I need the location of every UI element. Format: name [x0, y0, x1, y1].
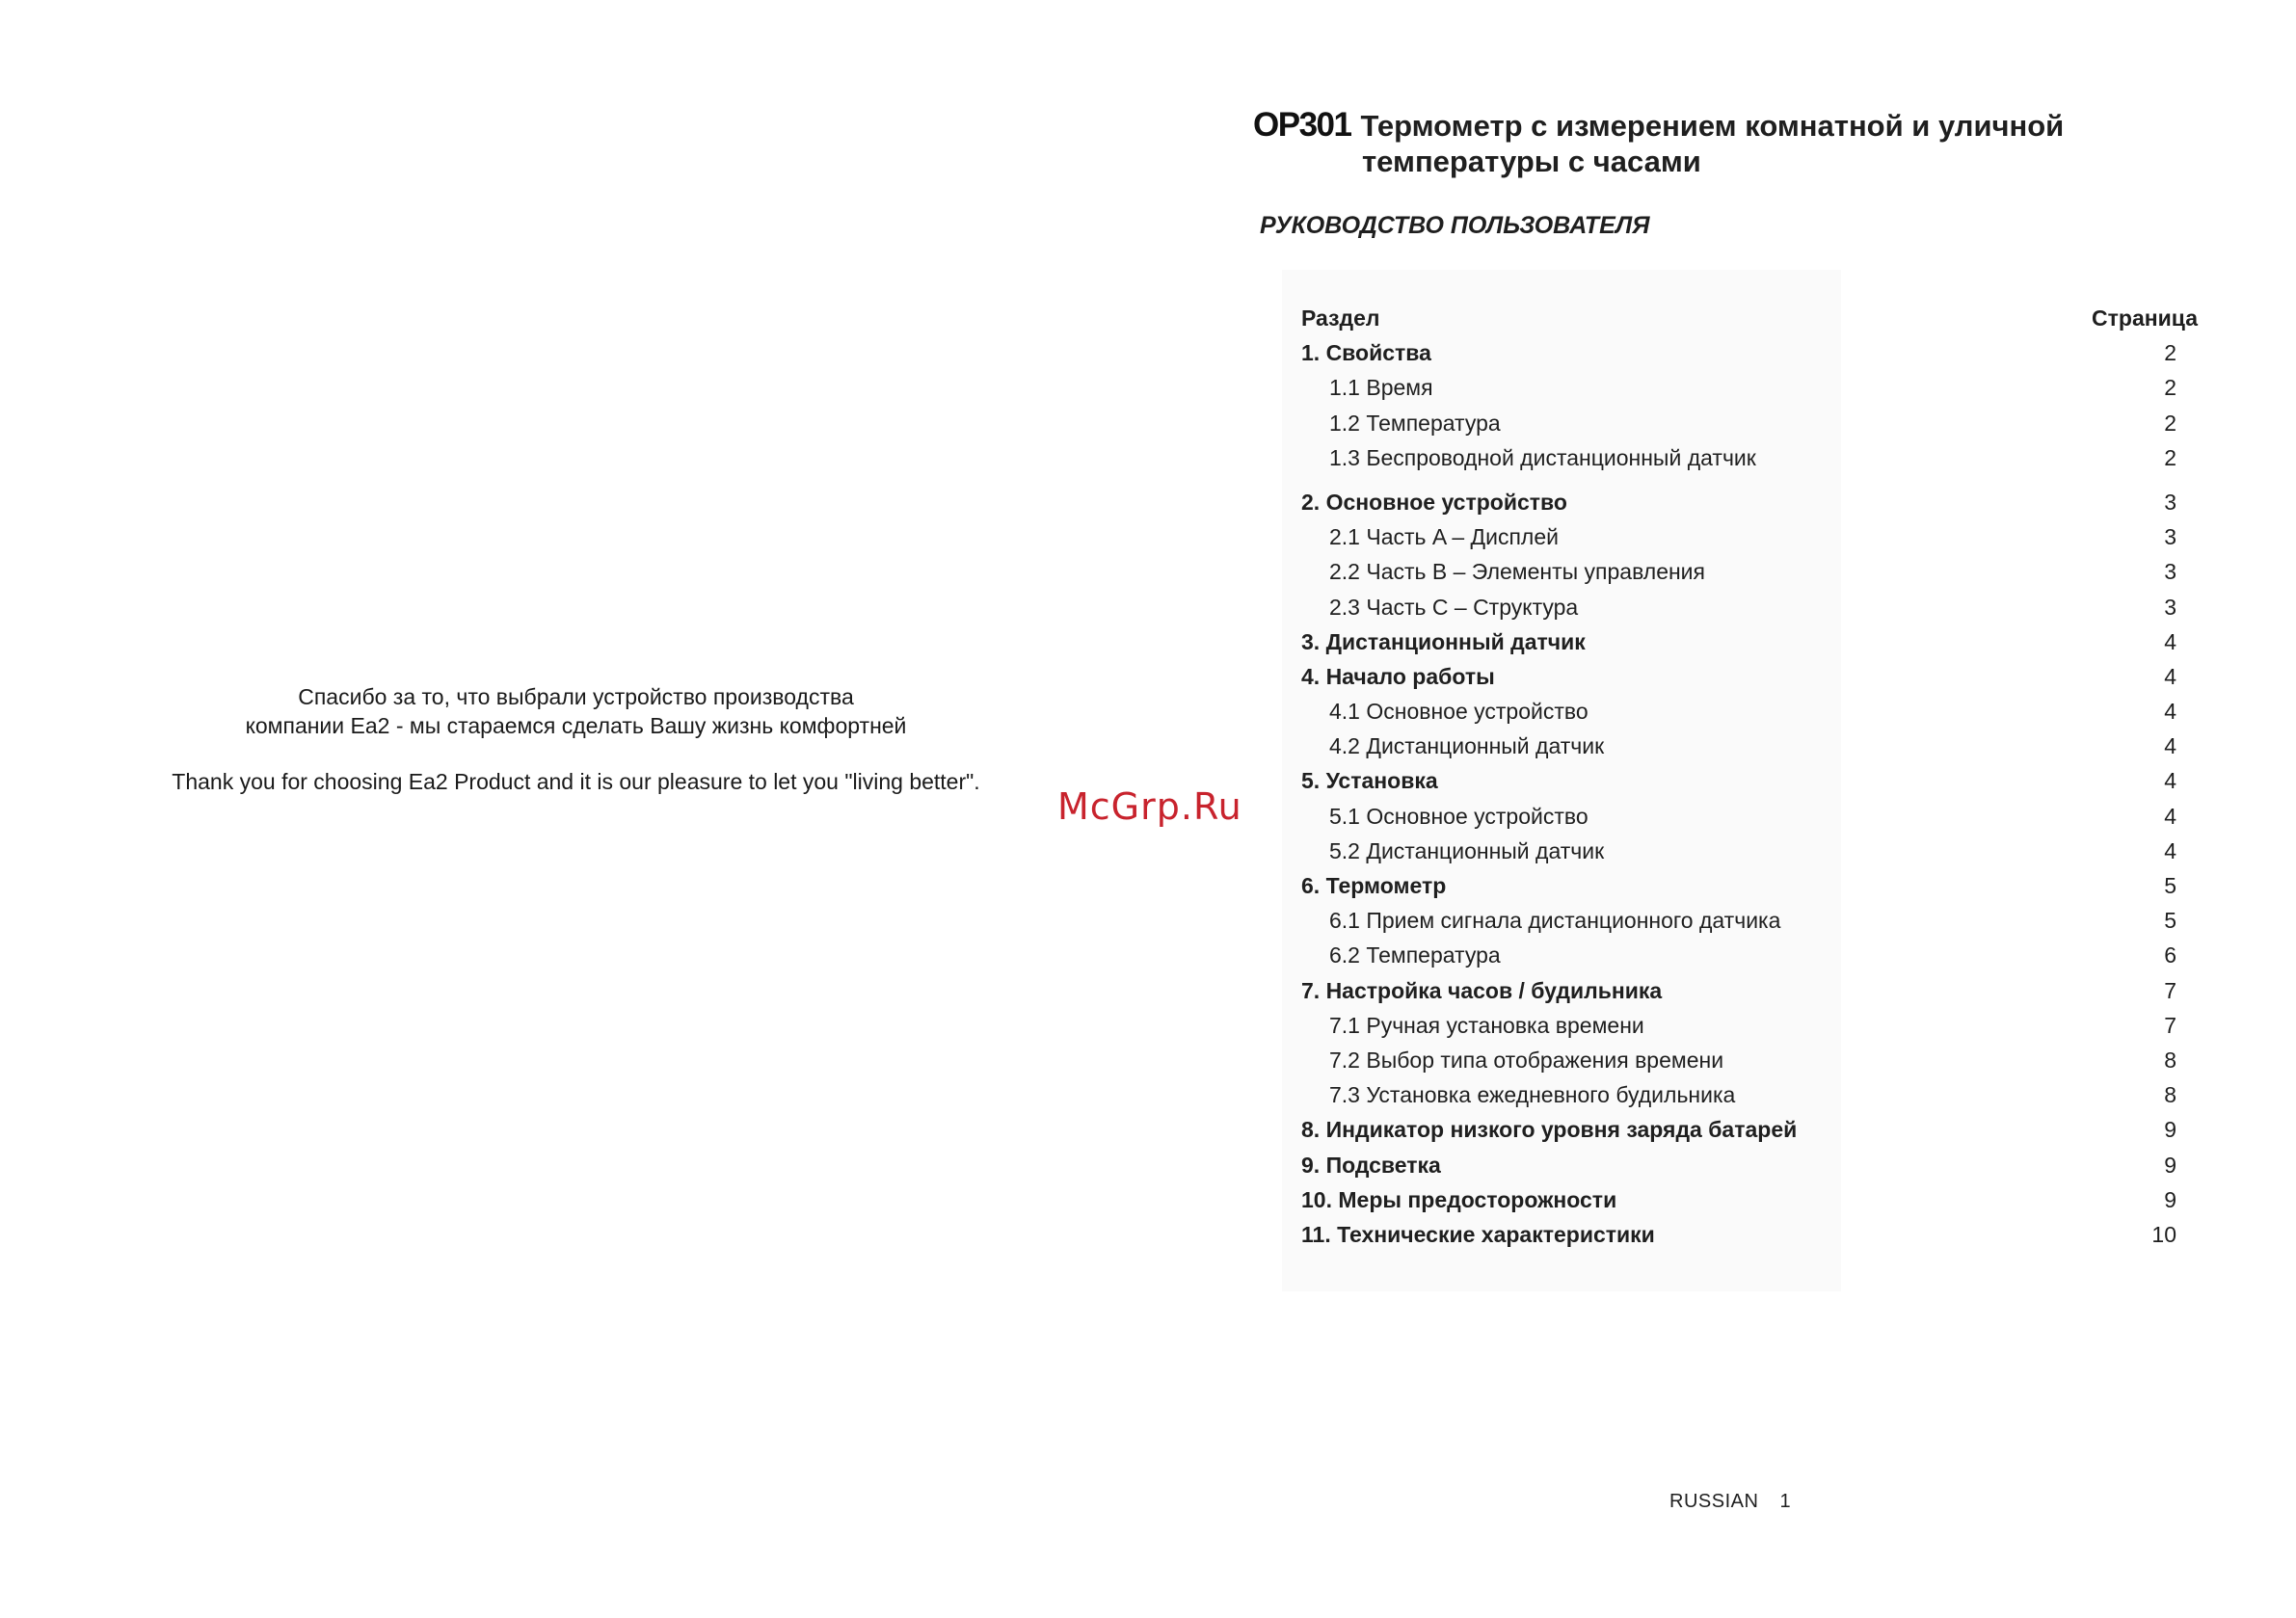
- toc-entry-label: 4. Начало работы: [1301, 663, 1495, 689]
- thank-you-ru-line2: компании Ea2 - мы стараемся сделать Вашу жизнь комфортней: [245, 713, 907, 738]
- toc-entry-label: 2.2 Часть B – Элементы управления: [1329, 559, 1705, 585]
- toc-row: [1301, 729, 2198, 763]
- toc-row: [1301, 903, 2198, 938]
- toc-entry-label: 4.2 Дистанционный датчик: [1329, 733, 1605, 759]
- toc-entry-label: 1.1 Время: [1329, 375, 1433, 401]
- toc-row: [1301, 554, 2198, 589]
- toc-row: [1301, 406, 2198, 440]
- toc-entry-page: 3: [2164, 559, 2176, 585]
- thank-you-message: [77, 682, 1075, 796]
- toc-row: [1301, 590, 2198, 624]
- toc-row: [1301, 799, 2198, 834]
- toc-row: [1301, 868, 2198, 903]
- toc-entry-page: 3: [2164, 594, 2176, 620]
- toc-entry-label: 7.3 Установка ежедневного будильника: [1329, 1082, 1736, 1108]
- toc-entry-page: 5: [2164, 908, 2176, 934]
- toc-row: [1301, 335, 2198, 370]
- toc-entry-label: 6.1 Прием сигнала дистанционного датчика: [1329, 908, 1781, 934]
- toc-row: [1301, 485, 2198, 519]
- footer-language: RUSSIAN: [1669, 1491, 1759, 1512]
- toc-row: [1301, 1008, 2198, 1043]
- watermark-text: McGrp.Ru: [1057, 785, 1242, 828]
- toc-row: [1301, 1112, 2198, 1147]
- toc-entry-page: 2: [2164, 340, 2176, 366]
- toc-header-section: Раздел: [1301, 305, 1380, 331]
- toc-entry-page: 2: [2164, 444, 2176, 470]
- toc-entry-label: 6. Термометр: [1301, 873, 1447, 898]
- toc-row: [1301, 519, 2198, 554]
- toc-entry-page: 4: [2164, 699, 2176, 725]
- toc-entry-page: 9: [2164, 1117, 2176, 1143]
- toc-entry-label: 11. Технические характеристики: [1301, 1221, 1655, 1247]
- toc-row: [1301, 1043, 2198, 1077]
- toc-row: [1301, 659, 2198, 694]
- toc-entry-page: 7: [2164, 1012, 2176, 1038]
- toc-entry-page: 4: [2164, 803, 2176, 829]
- toc-entry-label: 2. Основное устройство: [1301, 489, 1567, 515]
- table-of-contents: [1301, 301, 2198, 1252]
- thank-you-en-line: Thank you for choosing Ea2 Product and it is our pleasure to let you "living better".: [172, 769, 980, 794]
- toc-entry-label: 1.3 Беспроводной дистанционный датчик: [1329, 444, 1756, 470]
- toc-row: [1301, 973, 2198, 1008]
- toc-row: [1301, 1148, 2198, 1182]
- toc-entry-page: 3: [2164, 489, 2176, 515]
- toc-entry-page: 6: [2164, 942, 2176, 968]
- toc-row: [1301, 624, 2198, 659]
- model-number: OP301: [1253, 106, 1351, 144]
- footer-page-number: 1: [1779, 1491, 1792, 1512]
- toc-entry-label: 1.2 Температура: [1329, 410, 1501, 436]
- toc-entry-label: 1. Свойства: [1301, 340, 1431, 366]
- thank-you-ru-line1: Спасибо за то, что выбрали устройство производства: [298, 684, 854, 709]
- toc-entry-label: 5. Установка: [1301, 768, 1438, 794]
- toc-header-page: Страница: [2092, 305, 2198, 331]
- toc-entry-page: 7: [2164, 977, 2176, 1003]
- toc-entry-page: 2: [2164, 375, 2176, 401]
- toc-entry-label: 3. Дистанционный датчик: [1301, 628, 1586, 654]
- toc-row: [1301, 440, 2198, 475]
- toc-entry-page: 9: [2164, 1186, 2176, 1212]
- toc-entry-label: 4.1 Основное устройство: [1329, 699, 1589, 725]
- toc-entry-page: 4: [2164, 733, 2176, 759]
- toc-row: [1301, 694, 2198, 729]
- toc-row: [1301, 834, 2198, 868]
- toc-entry-page: 3: [2164, 524, 2176, 550]
- toc-row: [1301, 1217, 2198, 1252]
- toc-entry-page: 4: [2164, 837, 2176, 863]
- toc-entry-page: 8: [2164, 1082, 2176, 1108]
- toc-row: [1301, 370, 2198, 405]
- toc-entry-page: 4: [2164, 768, 2176, 794]
- toc-entry-label: 2.1 Часть A – Дисплей: [1329, 524, 1559, 550]
- title-line-1: Термометр с измерением комнатной и уличной: [1360, 109, 2065, 143]
- toc-row: [1301, 1182, 2198, 1217]
- toc-entry-page: 4: [2164, 663, 2176, 689]
- toc-entry-label: 2.3 Часть C – Структура: [1329, 594, 1579, 620]
- toc-entry-label: 10. Меры предосторожности: [1301, 1186, 1617, 1212]
- toc-row: [1301, 938, 2198, 972]
- toc-entry-label: 6.2 Температура: [1329, 942, 1501, 968]
- toc-entry-page: 8: [2164, 1047, 2176, 1073]
- manual-subtitle: РУКОВОДСТВО ПОЛЬЗОВАТЕЛЯ: [1260, 212, 1650, 239]
- toc-entry-label: 7.2 Выбор типа отображения времени: [1329, 1047, 1724, 1073]
- toc-entry-label: 9. Подсветка: [1301, 1152, 1441, 1178]
- page-title: [1253, 106, 2236, 179]
- toc-entry-label: 7.1 Ручная установка времени: [1329, 1012, 1644, 1038]
- toc-entry-page: 9: [2164, 1152, 2176, 1178]
- toc-entry-label: 5.1 Основное устройство: [1329, 803, 1589, 829]
- toc-entry-page: 10: [2151, 1221, 2176, 1247]
- toc-entry-label: 7. Настройка часов / будильника: [1301, 977, 1663, 1003]
- toc-entry-label: 8. Индикатор низкого уровня заряда батарей: [1301, 1117, 1798, 1143]
- toc-entry-page: 4: [2164, 628, 2176, 654]
- toc-entry-page: 5: [2164, 873, 2176, 898]
- toc-row: [1301, 763, 2198, 798]
- toc-row: [1301, 1077, 2198, 1112]
- page-footer: [1669, 1491, 1791, 1513]
- toc-entry-page: 2: [2164, 410, 2176, 436]
- toc-header: [1301, 301, 2198, 335]
- title-line-2: температуры с часами: [1362, 145, 1701, 178]
- toc-entry-label: 5.2 Дистанционный датчик: [1329, 837, 1605, 863]
